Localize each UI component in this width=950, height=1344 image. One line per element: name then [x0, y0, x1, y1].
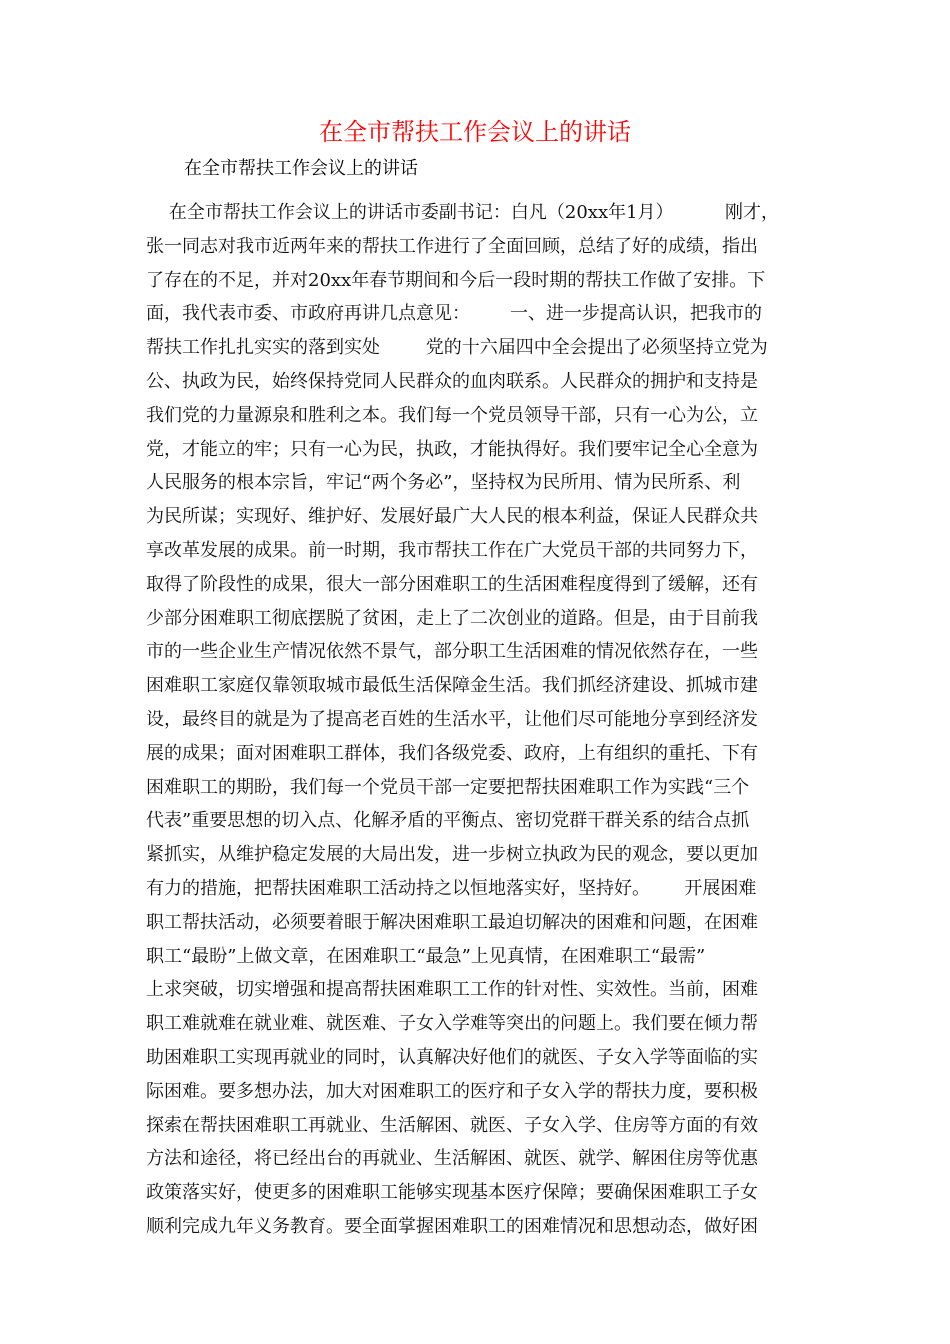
body-line: 在全市帮扶工作会议上的讲话市委副书记：白凡（20xx年1月） 刚才， [146, 202, 780, 223]
body-line: 少部分困难职工彻底摆脱了贫困，走上了二次创业的道路。但是，由于目前我 [146, 607, 758, 629]
document-title: 在全市帮扶工作会议上的讲话 [319, 118, 631, 146]
body-line: 顺利完成九年义务教育。要全面掌握困难职工的困难情况和思想动态，做好困 [146, 1215, 758, 1237]
body-line: 公、执政为民，始终保持党同人民群众的血肉联系。人民群众的拥护和支持是 [146, 370, 758, 392]
body-line: 设，最终目的就是为了提高老百姓的生活水平，让他们尽可能地分享到经济发 [146, 708, 758, 730]
body-line: 为民所谋；实现好、维护好、发展好最广大人民的根本利益，保证人民群众共 [146, 506, 758, 528]
body-line: 职工“最盼”上做文章，在困难职工“最急”上见真情，在困难职工“最需” [146, 945, 706, 967]
body-line: 紧抓实，从维护稳定发展的大局出发，进一步树立执政为民的观念，要以更加 [146, 844, 758, 866]
body-line: 探索在帮扶困难职工再就业、生活解困、就医、子女入学、住房等方面的有效 [146, 1114, 758, 1136]
document-subtitle: 在全市帮扶工作会议上的讲话 [184, 158, 418, 179]
body-line: 助困难职工实现再就业的同时，认真解决好他们的就医、子女入学等面临的实 [146, 1046, 758, 1068]
body-line: 享改革发展的成果。前一时期，我市帮扶工作在广大党员干部的共同努力下， [146, 539, 758, 561]
body-line: 际困难。要多想办法，加大对困难职工的医疗和子女入学的帮扶力度，要积极 [146, 1080, 758, 1102]
body-line: 党，才能立的牢；只有一心为民，执政，才能执得好。我们要牢记全心全意为 [146, 438, 758, 460]
body-line: 困难职工的期盼，我们每一个党员干部一定要把帮扶困难职工作为实践“三个 [146, 776, 750, 798]
body-line: 政策落实好，使更多的困难职工能够实现基本医疗保障；要确保困难职工子女 [146, 1182, 758, 1204]
body-line: 取得了阶段性的成果，很大一部分困难职工的生活困难程度得到了缓解，还有 [146, 573, 758, 595]
document-body [146, 196, 826, 1244]
body-line: 方法和途径，将已经出台的再就业、生活解困、就医、就学、解困住房等优惠 [146, 1148, 758, 1170]
body-line: 上求突破，切实增强和提高帮扶困难职工工作的针对性、实效性。当前，困难 [146, 979, 758, 1001]
body-line: 困难职工家庭仅靠领取城市最低生活保障金生活。我们抓经济建设、抓城市建 [146, 675, 758, 697]
body-line: 展的成果；面对困难职工群体，我们各级党委、政府，上有组织的重托、下有 [146, 742, 758, 764]
body-line: 我们党的力量源泉和胜利之本。我们每一个党员领导干部，只有一心为公，立 [146, 404, 758, 426]
body-line: 有力的措施，把帮扶困难职工活动持之以恒地落实好，坚持好。 开展困难 [146, 877, 757, 899]
body-line: 了存在的不足，并对20xx年春节期间和今后一段时期的帮扶工作做了安排。下 [146, 269, 766, 291]
body-line: 张一同志对我市近两年来的帮扶工作进行了全面回顾，总结了好的成绩，指出 [146, 235, 758, 257]
body-line: 人民服务的根本宗旨，牢记“两个务必”，坚持权为民所用、情为民所系、利 [146, 472, 741, 494]
body-line: 面，我代表市委、市政府再讲几点意见： 一、进一步提高认识，把我市的 [146, 303, 763, 325]
body-line: 职工难就难在就业难、就医难、子女入学难等突出的问题上。我们要在倾力帮 [146, 1013, 758, 1035]
body-line: 职工帮扶活动，必须要着眼于解决困难职工最迫切解决的困难和问题，在困难 [146, 911, 758, 933]
body-line: 代表”重要思想的切入点、化解矛盾的平衡点、密切党群干群关系的结合点抓 [146, 810, 750, 832]
body-line: 市的一些企业生产情况依然不景气，部分职工生活困难的情况依然存在，一些 [146, 641, 758, 663]
body-line: 帮扶工作扎扎实实的落到实处 党的十六届四中全会提出了必须坚持立党为 [146, 337, 768, 359]
